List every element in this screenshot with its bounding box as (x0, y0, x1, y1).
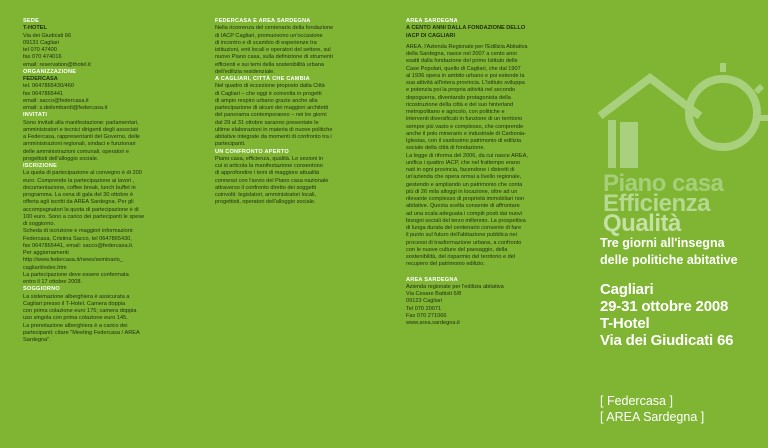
soggiorno-body: La sistemazione alberghiera è assicurata a Cagliari presso il T-Hotel. Camera doppia con prima colazione euro 175; camera doppia uso singola con prima colazione euro 145. La prenotazione alberghiera è a carico dei partecipanti: citare "Meeting Federcasa / AREA Sardegna". (23, 293, 140, 343)
heading-federcasa-area: FEDERCASA E AREA SARDEGNA (215, 18, 311, 24)
cover-subtitle (600, 235, 738, 269)
heading-invitati: INVITATI (23, 112, 48, 119)
subtitle-line-1: Tre giorni all'insegna (600, 236, 725, 250)
title-efficienza: Efficienza (603, 190, 711, 217)
column-intro (215, 18, 393, 207)
sede-name: T-HOTEL (23, 25, 47, 32)
organizer-federcasa: [ Federcasa ] (600, 394, 673, 408)
heading-area-contact: AREA SARDEGNA (406, 276, 458, 283)
organizer-area-sardegna: [ AREA Sardegna ] (600, 410, 705, 424)
org-body: tel. 0647865430/460 fax 0647865441 email: sacco@federcasa.it email: s.deilembardi@federcasa.it (23, 83, 108, 111)
heading-cagliari: A CAGLIARI, CITTÀ CHE CAMBIA (215, 76, 310, 82)
heading-confronto: UN CONFRONTO APERTO (215, 148, 289, 155)
heading-soggiorno: SOGGIORNO (23, 286, 60, 293)
invitati-body: Sono invitati alla manifestazione: parlamentari, amministratori e tecnici dirigenti degli associati a Federcasa, rappresentanti del Governo, delle amministrazioni regionali, sindaci e funzionari delle amministrazioni comunali, operatori e progettisti dell'alloggio sociale. (23, 119, 140, 162)
iscrizione-body: La quota di partecipazione al convegno è di 200 euro. Comprende la partecipazione ai lavori , documentazione, coffee break, lunch buffet in programma. La cena di gala del 30 ottobre è offerta agli iscritti da AREA Sardegna. Per gli accompagnatori la quota di partecipazione è di 100 euro. Sono a carico dei partecipanti le spese di soggiorno. Scheda di iscrizione e maggiori informazioni: Federcasa, Cristina Sacco, tel 0647865430, fax 0647865441, email: sacco@federcasa.it. Per aggiornamenti http://www.federcasa.it/news/seminario_ cagliari/index.htm La partecipazione deve essere confermata entro il 17 ottobre 2008. (23, 170, 145, 285)
intro-body: Nella ricorrenza del centenario della fondazione di IACP Cagliari, promuovono un'occasione di incontro e di scambio di esperienze tra istituzioni, enti locali e operatori del settore, sul nuovo Piano casa, sulla definizione di strumenti efficienti e sui temi della sostenibilità urbana dell'edilizia residenziale. (215, 25, 334, 75)
event-city: Cagliari (600, 281, 654, 298)
house-sun-icon (598, 58, 768, 178)
column-info (23, 18, 201, 344)
cagliari-body: Nel quadro di eccezione proposto dalla Città di Cagliari – che oggi è coinvolta in progetti di ampio respiro urbano grazie anche alla partecipazione di alcuni dei maggiori architetti del panorama contemporaneo – nei tre giorni dal 29 al 31 ottobre saranno presentate le ultime elaborazioni in materia di nuove politiche abitative integrate da momenti di confronto tra i partecipanti. (215, 83, 333, 148)
area-body: AREA, l'Azienda Regionale per l'Edilizia Abitativa della Sardegna, nasce nel 2007 a cento anni esatti dalla fondazione del primo Istituto delle Case Popolari, quello di Cagliari, che dal 1907 al 1936 opera in ambito urbano e poi estende la sua attività all'intera provincia. L'Istituto sviluppa e potenzia poi la propria attività nel secondo dopoguerra, diventando protagonista della ricostruzione della città e del suo hinterland metropolitano e agricolo, con politiche e interventi diversificati in funzione di un territorio sempre più vasto e complesso, che comprende anche il polo minerario e industriale di Carbonia- Iglesias, con il vastissimo patrimonio di edilizia sociale della città di fondazione. La legge di riforma del 2006, da cui nasce AREA, unifica i quattro IACP, che nel frattempo erano nati in ogni provincia, facendone i distretti di un'azienda che opera ormai a livello regionale, gestendo e ampliando un patrimonio che conta più di 26 mila alloggi in locazione, oltre ad un rilevante complesso di proprietà immobiliari non abitative. Questa scelta consente di affrontare ad una scala adeguata i compiti posti dai nuovi bisogni sociali del terzo millennio. La prospettiva di lunga durata del centenario consente di fare il punto sul futuro dell'abitazione pubblica nei processi di trasformazione urbana, a confronto con le nuove culture del paesaggio, della sostenibilità, del risparmio del territorio e del recupero del patrimonio edilizio. (406, 43, 528, 268)
sede-body: Via dei Giudicati 66 09131 Cagliari tel 070 47400 fax 070 474016 email: reservation@thotel.it (23, 32, 91, 68)
organizers (600, 393, 704, 425)
event-address: Via dei Giudicati 66 (600, 332, 734, 349)
title-qualita: Qualità (603, 210, 681, 237)
subheading-cento-anni: A CENTO ANNI DALLA FONDAZIONE DELLO IACP DI CAGLIARI (406, 25, 526, 39)
heading-sede: SEDE (23, 18, 40, 24)
event-venue: T-Hotel (600, 315, 650, 332)
event-details (600, 281, 733, 349)
cover-title (603, 170, 724, 237)
heading-area-sardegna: AREA SARDEGNA (406, 18, 458, 24)
org-name: FEDERCASA (23, 76, 58, 82)
heading-organizzazione: ORGANIZZAZIONE (23, 68, 77, 75)
confronto-body: Piano casa, efficienza, qualità. Le sezioni in cui si articola la manifestazione consentono di approfondire i temi di maggiore attualità connessi con l'avvio del Piano casa nazionale attraverso il confronto diretto dei soggetti coinvolti: legislatori, amministratori locali, progettisti, operatori dell'alloggio sociale. (215, 155, 329, 206)
column-area (406, 18, 584, 327)
area-contact-body: Azienda regionale per l'edilizia abitativa Via Cesare Battisti 6/8 09123 Cagliari Tel 070 20071 Fax 070 271066 www.area.sardegna.it (406, 283, 504, 326)
title-piano-casa: Piano casa (603, 170, 724, 197)
heading-iscrizione: ISCRIZIONE (23, 163, 58, 169)
subtitle-line-2: delle politiche abitative (600, 253, 738, 267)
event-dates: 29-31 ottobre 2008 (600, 298, 729, 315)
